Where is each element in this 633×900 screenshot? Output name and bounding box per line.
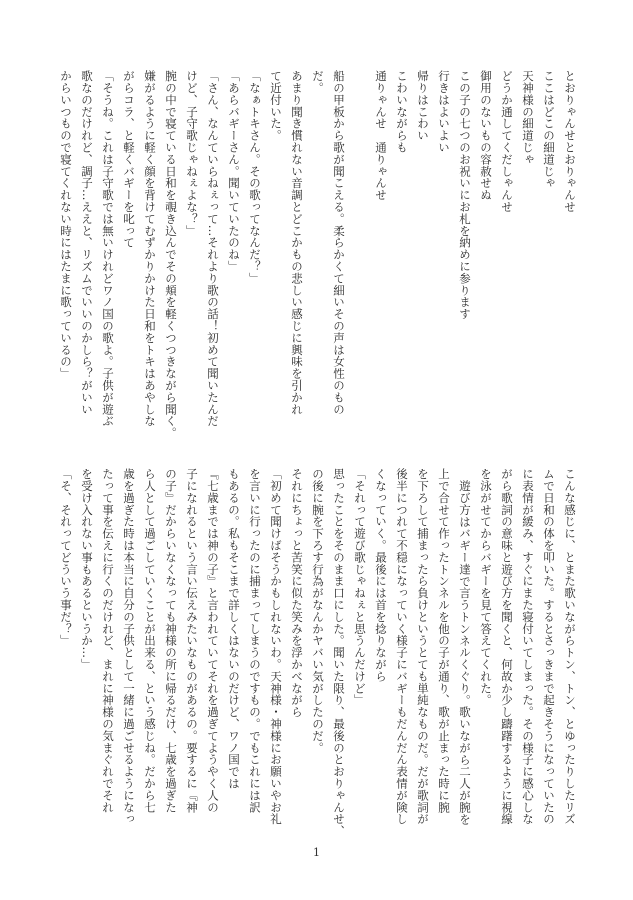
dialogue-line: 「あらバギーさん。聞いていたのね」 — [227, 70, 241, 273]
bottom-text-section — [55, 468, 580, 846]
dialogue-line: もあるの。私もそこまで詳しくはないのだけど、ワノ国では — [227, 468, 241, 790]
dialogue-line: 子になれるという言い伝えみたいなものがあるの。要するに『神 — [185, 468, 199, 814]
dialogue-line: たって事を伝えに行くのだけれど、まれに神様の気まぐれでそれ — [101, 468, 115, 814]
song-lyric-line: とおりゃんせとおりゃんせ — [563, 70, 577, 213]
song-lyric-line: この子の七つのお祝いにお札を納めに参ります — [458, 70, 472, 320]
dialogue-line: を言いに行ったのに捕まってしまうのですもの。でもこれには訳 — [248, 468, 262, 814]
song-lyric-line: 天神様の細道じゃ — [521, 70, 535, 166]
dialogue-line: からいつもので寝てくれない時にはたまに歌っているの」 — [59, 70, 73, 380]
text-line: それにちょっと苦笑に似た笑みを浮かべながら — [290, 468, 304, 718]
dialogue-line: 『七歳までは神の子』と言われていてそれを過ぎてようやく人の — [206, 468, 220, 814]
text-line: の後に腕を下ろす行為がなんかヤバい気がしたのだ。 — [311, 468, 325, 754]
text-line: を下ろして捕まったら負けというとても単純なものだ。だが歌詞が — [416, 468, 430, 825]
text-line: て近付いた。 — [269, 70, 283, 142]
dialogue-line: 歌なのだけれど、調子…ええと、リズムでいいのかしら？がいい — [80, 70, 94, 416]
text-line: あまり聞き慣れない音調とどこかもの悲しい感じに興味を引かれ — [290, 70, 304, 416]
text-line: がら歌詞の意味と遊び方を聞くと、何故か少し躊躇するように視線 — [500, 468, 514, 825]
text-line: 船の甲板から歌が聞こえる。柔らかくて細いその声は女性のもの — [332, 70, 346, 416]
dialogue-line: 「さん、なんていらねぇって…それより歌の話！初めて聞いたんだ — [206, 70, 220, 427]
text-line: 後半につれて不穏になっていく様子にバギーもだんだん表情が険し — [395, 468, 409, 825]
text-line: 遊び方はバギー達で言うトンネルくぐり。歌いながら二人が腕を — [458, 480, 472, 826]
text-line: に表情が緩み、すぐにまた寝付いてしまった。その様子に感心しな — [521, 468, 535, 825]
text-line: を泳がせてからバギーを見て答えてくれた。 — [479, 468, 493, 706]
text-line: こんな感じに、とまた歌いながらトン、トン、とゆったりしたリズ — [563, 468, 577, 825]
text-line: 腕の中で寝ている日和を覗き込んでその頬を軽くつつきながら聞く。 — [164, 70, 178, 439]
text-line: 思ったことをそのまま口にした。聞いた限り、最後のとおりゃんせ、 — [332, 468, 346, 837]
dialogue-line: けど、子守歌じゃねぇよな？」 — [185, 70, 199, 237]
page-number: 1 — [313, 846, 320, 859]
dialogue-line: ら人として過ごしていくことが出来る、という感じね。だから七 — [143, 468, 157, 814]
dialogue-line: 「そうね。これは子守歌では無いけれどワノ国の歌よ。子供が遊ぶ — [101, 70, 115, 427]
song-lyric-line: ここはどこの細道じゃ — [542, 70, 556, 189]
top-text-section — [55, 70, 580, 448]
blank-column — [349, 70, 370, 448]
text-line: がらコラ、と軽くバギーを叱って — [122, 70, 136, 249]
song-lyric-line: 御用のないもの容赦せぬ — [479, 70, 493, 201]
song-lyric-line: 通りゃんせ 通りゃんせ — [374, 70, 388, 201]
text-line: ムで日和の体を叩いた。するとさっきまで起きそうになっていたの — [542, 468, 556, 825]
song-lyric-line: 帰りはこわい — [416, 70, 430, 142]
text-line: くなっていく。最後には首を捻りながら — [374, 468, 388, 683]
text-line: 上で合せて作ったトンネルを他の子が通り、歌が止まった時に腕 — [437, 468, 451, 814]
song-lyric-line: こわいながらも — [395, 70, 409, 154]
song-lyric-line: どうか通してくだしゃんせ — [500, 70, 514, 213]
dialogue-line: 「そ、それってどういう事だ？」 — [59, 468, 73, 647]
dialogue-line: 「それって遊び歌じゃねぇと思うんだけど」 — [353, 468, 367, 706]
text-line: だ。 — [311, 70, 325, 94]
dialogue-line: 歳を過ぎた時は本当に自分の子供として一緒に過ごせるようになっ — [122, 468, 136, 825]
dialogue-line: 「なぁトキさん。その歌ってなんだ？」 — [248, 70, 262, 285]
dialogue-line: の子』だからいなくなっても神様の所に帰るだけ、七歳を過ぎた — [164, 468, 178, 814]
song-lyric-line: 行きはよいよい — [437, 70, 451, 154]
dialogue-line: を受け入れない事もあるというか…」 — [80, 468, 94, 671]
text-line: 嫌がるように軽く顔を背けてむずかりかけた日和をトキはあやしな — [143, 70, 157, 427]
dialogue-line: 「初めて聞けばそうかもしれないわ。天神様・神様にお願いやお礼 — [269, 468, 283, 825]
